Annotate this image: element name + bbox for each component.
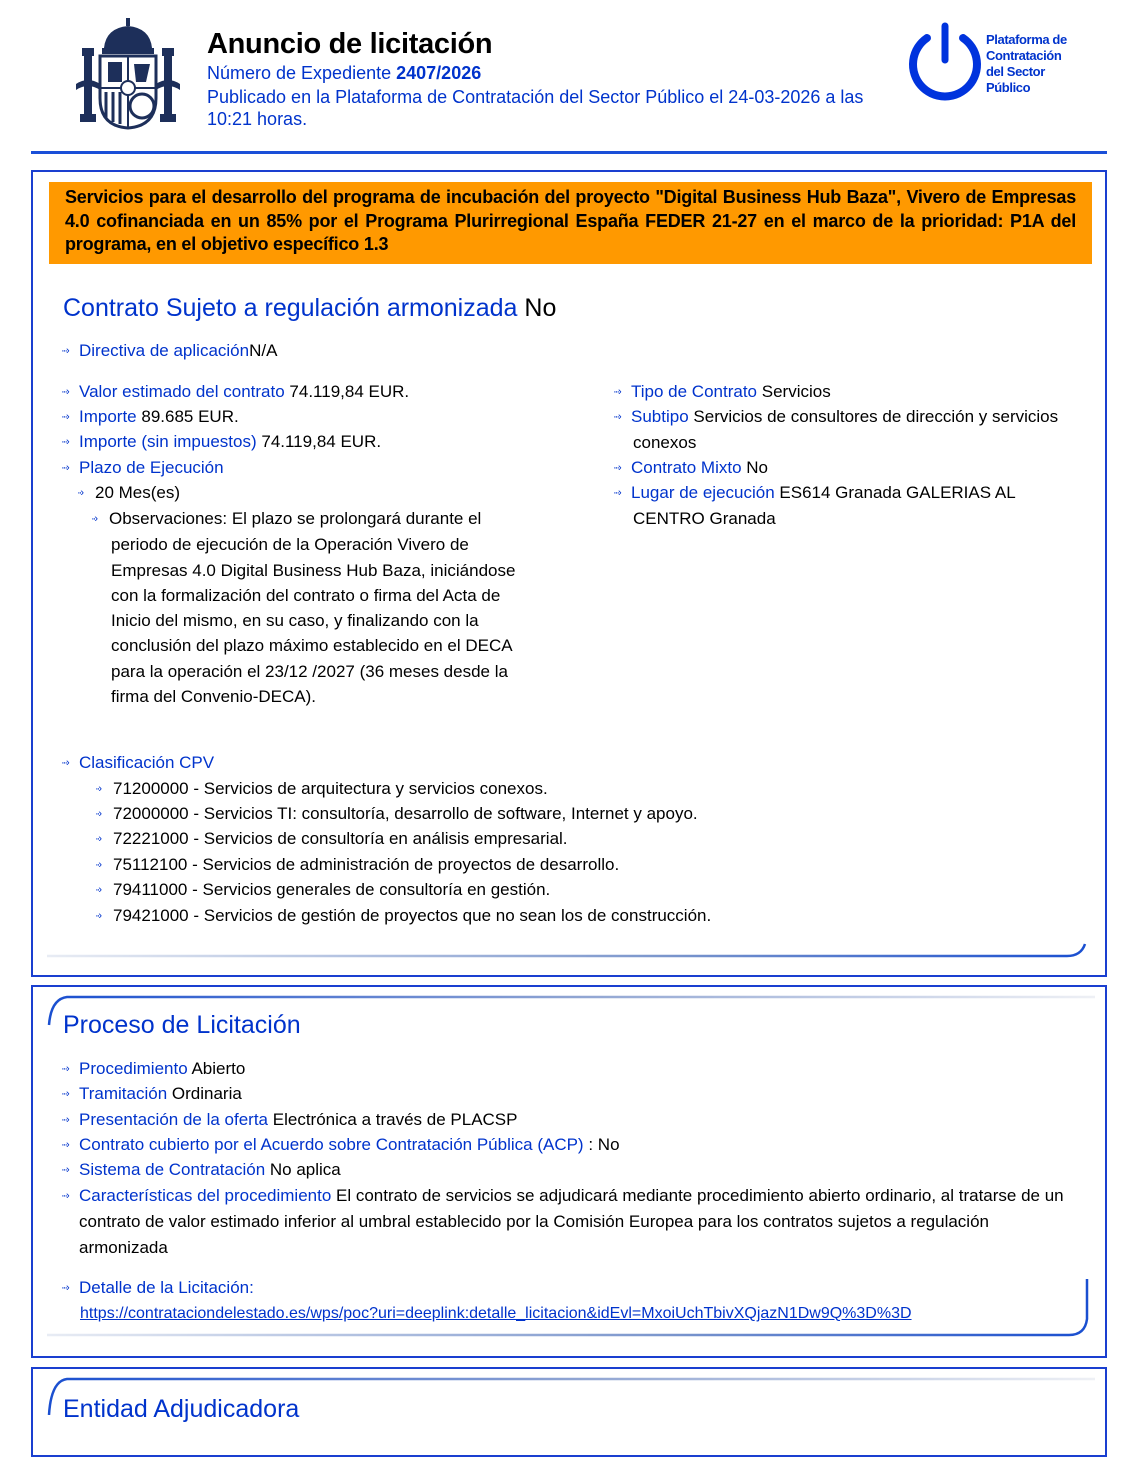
field-lugar-ejecucion bbox=[613, 480, 1058, 532]
cpv-text: 72000000 - Servicios TI: consultoría, desarrollo de software, Internet y apoyo. bbox=[113, 804, 698, 823]
field-label: Sistema de Contratación bbox=[79, 1160, 266, 1179]
arrow-icon: ··› bbox=[95, 833, 100, 845]
arrow-icon: ···› bbox=[613, 462, 620, 474]
logo-line: Público bbox=[986, 80, 1031, 95]
arrow-icon: ···› bbox=[61, 345, 68, 357]
arrow-icon: ··› bbox=[95, 783, 100, 795]
arrow-icon: ···› bbox=[61, 462, 68, 474]
arrow-icon: ··› bbox=[95, 910, 100, 922]
expediente-label: Número de Expediente bbox=[207, 63, 392, 83]
section-title-armonizada bbox=[63, 294, 556, 323]
arrow-icon: ···› bbox=[61, 436, 68, 448]
field-value: 20 Mes(es) bbox=[95, 483, 181, 502]
published-date: Publicado en la Plataforma de Contratación del Sector Público el 24-03-2026 a las 10:21 horas. bbox=[207, 87, 864, 129]
cpv-item bbox=[95, 852, 619, 878]
arrow-icon: ···› bbox=[613, 411, 620, 423]
arrow-icon: ···› bbox=[613, 386, 620, 398]
field-label: Clasificación CPV bbox=[79, 753, 215, 772]
field-tipo-contrato bbox=[613, 379, 831, 405]
field-label: Subtipo bbox=[631, 407, 689, 426]
cpv-text: 79411000 - Servicios generales de consultoría en gestión. bbox=[113, 880, 551, 899]
section-title-text: Contrato Sujeto a regulación armonizada bbox=[63, 294, 518, 322]
field-label: Lugar de ejecución bbox=[631, 483, 775, 502]
cpv-item bbox=[95, 903, 711, 929]
section-title-proceso: Proceso de Licitación bbox=[63, 1011, 301, 1039]
field-subtipo bbox=[613, 404, 1093, 456]
field-label: Valor estimado del contrato bbox=[79, 382, 285, 401]
field-directiva bbox=[61, 338, 277, 364]
field-value: Servicios de consultores de dirección y servicios conexos bbox=[633, 407, 1059, 453]
field-value: Electrónica a través de PLACSP bbox=[272, 1110, 518, 1129]
panel-bottom-curve bbox=[47, 940, 1087, 960]
field-label: Presentación de la oferta bbox=[79, 1110, 269, 1129]
field-importe bbox=[61, 404, 239, 430]
field-value: No aplica bbox=[269, 1160, 341, 1179]
field-value: Abierto bbox=[191, 1059, 246, 1078]
arrow-icon: ···› bbox=[61, 757, 68, 769]
field-value: Ordinaria bbox=[171, 1084, 242, 1103]
cpv-item bbox=[95, 776, 548, 802]
arrow-icon: ···› bbox=[61, 411, 68, 423]
cpv-item bbox=[95, 826, 568, 852]
field-sistema-contratacion bbox=[61, 1157, 341, 1183]
field-importe-sin-impuestos bbox=[61, 429, 381, 455]
logo-line: del Sector bbox=[986, 64, 1045, 79]
page-title: Anuncio de licitación bbox=[207, 28, 493, 60]
proceso-panel bbox=[31, 985, 1107, 1358]
field-acp bbox=[61, 1132, 620, 1158]
field-presentacion-oferta bbox=[61, 1107, 517, 1133]
arrow-icon: ··› bbox=[91, 513, 96, 525]
spain-coat-of-arms-icon bbox=[76, 18, 180, 130]
section-title-entidad: Entidad Adjudicadora bbox=[63, 1395, 300, 1423]
arrow-icon: ···› bbox=[61, 1063, 68, 1075]
cpv-text: 75112100 - Servicios de administración de proyectos de desarrollo. bbox=[113, 855, 620, 874]
detalle-licitacion-link[interactable]: https://contrataciondelestado.es/wps/poc?uri=deeplink:detalle_licitacion&idEvl=MxoiUchTbivXQjazN1Dw9Q%3D%3D bbox=[80, 1305, 912, 1322]
field-contrato-mixto bbox=[613, 455, 768, 481]
field-value: 74.119,84 EUR. bbox=[261, 432, 382, 451]
contract-title-banner: Servicios para el desarrollo del programa de incubación del proyecto "Digital Business Hub Baza", Vivero de Empresas 4.0 cofinanciada en un 85% por el Programa Plurirregional España FEDER 21-27 en el marco de la prioridad: P1A del programa, en el objetivo específico 1.3 bbox=[49, 182, 1092, 264]
field-value: Servicios bbox=[761, 382, 831, 401]
contract-panel bbox=[31, 170, 1107, 977]
field-value: N/A bbox=[249, 341, 278, 360]
field-label: Características del procedimiento bbox=[79, 1186, 332, 1205]
field-label: Importe bbox=[79, 407, 137, 426]
field-value: No bbox=[746, 458, 769, 477]
arrow-icon: ···› bbox=[61, 1190, 68, 1202]
cpv-text: 72221000 - Servicios de consultoría en análisis empresarial. bbox=[113, 829, 568, 848]
field-observaciones bbox=[91, 506, 531, 709]
field-value: : No bbox=[588, 1135, 620, 1154]
arrow-icon: ··› bbox=[95, 859, 100, 871]
arrow-icon: ···› bbox=[61, 1114, 68, 1126]
page-header bbox=[0, 0, 1138, 155]
field-valor-estimado bbox=[61, 379, 409, 405]
field-label: Contrato Mixto bbox=[631, 458, 742, 477]
arrow-icon: ···› bbox=[61, 1164, 68, 1176]
arrow-icon: ···› bbox=[61, 1139, 68, 1151]
field-value: ES614 Granada GALERIAS AL CENTRO Granada bbox=[633, 483, 1016, 529]
cpv-text: 71200000 - Servicios de arquitectura y servicios conexos. bbox=[113, 779, 548, 798]
arrow-icon: ···› bbox=[61, 386, 68, 398]
expediente-number bbox=[207, 63, 481, 84]
field-label: Detalle de la Licitación: bbox=[79, 1278, 254, 1297]
field-value: El contrato de servicios se adjudicará mediante procedimiento abierto ordinario, al tratarse de un contrato de valor estimado inferior al umbral establecido por la Comisión Europea para los contratos sujetos a regulación armonizada bbox=[79, 1186, 1064, 1257]
field-procedimiento bbox=[61, 1056, 245, 1082]
field-label: Tipo de Contrato bbox=[631, 382, 757, 401]
expediente-value: 2407/2026 bbox=[396, 63, 482, 83]
field-plazo-ejecucion bbox=[61, 455, 224, 481]
field-label: Directiva de aplicación bbox=[79, 341, 250, 360]
field-label: Importe (sin impuestos) bbox=[79, 432, 257, 451]
field-tramitacion bbox=[61, 1081, 242, 1107]
arrow-icon: ··› bbox=[95, 884, 100, 896]
field-label: Plazo de Ejecución bbox=[79, 458, 224, 477]
platform-logo-text bbox=[986, 32, 1067, 96]
field-caracteristicas bbox=[61, 1183, 1081, 1260]
field-cpv bbox=[61, 750, 214, 776]
arrow-icon: ··› bbox=[95, 808, 100, 820]
arrow-icon: ···› bbox=[61, 1088, 68, 1100]
field-label: Contrato cubierto por el Acuerdo sobre Contratación Pública (ACP) bbox=[79, 1135, 584, 1154]
cpv-text: 79421000 - Servicios de gestión de proyectos que no sean los de construcción. bbox=[113, 906, 712, 925]
field-value: 74.119,84 EUR. bbox=[289, 382, 410, 401]
cpv-item bbox=[95, 877, 550, 903]
arrow-icon: ···› bbox=[613, 487, 620, 499]
field-label: Tramitación bbox=[79, 1084, 168, 1103]
field-value: Observaciones: El plazo se prolongará durante el periodo de ejecución de la Operación Vivero de Empresas 4.0 Digital Business Hub Baza, iniciándose con la formalización del contrato o firma del Acta de Inicio del mismo, en su caso, y finalizando con la conclusión del plazo máximo establecido en el DECA para la operación el 23/12 /2027 (36 meses desde la firma del Convenio-DECA). bbox=[109, 509, 516, 707]
field-value: 89.685 EUR. bbox=[141, 407, 239, 426]
arrow-icon: ··› bbox=[77, 487, 82, 499]
arrow-icon: ···› bbox=[61, 1282, 68, 1294]
logo-line: Contratación bbox=[986, 48, 1062, 63]
panel-bottom-curve bbox=[47, 1279, 1092, 1341]
section-title-value: No bbox=[524, 294, 557, 322]
field-plazo-value bbox=[77, 480, 180, 506]
header-divider bbox=[31, 151, 1107, 154]
logo-line: Plataforma de bbox=[986, 32, 1067, 47]
field-label: Procedimiento bbox=[79, 1059, 188, 1078]
cpv-item bbox=[95, 801, 698, 827]
